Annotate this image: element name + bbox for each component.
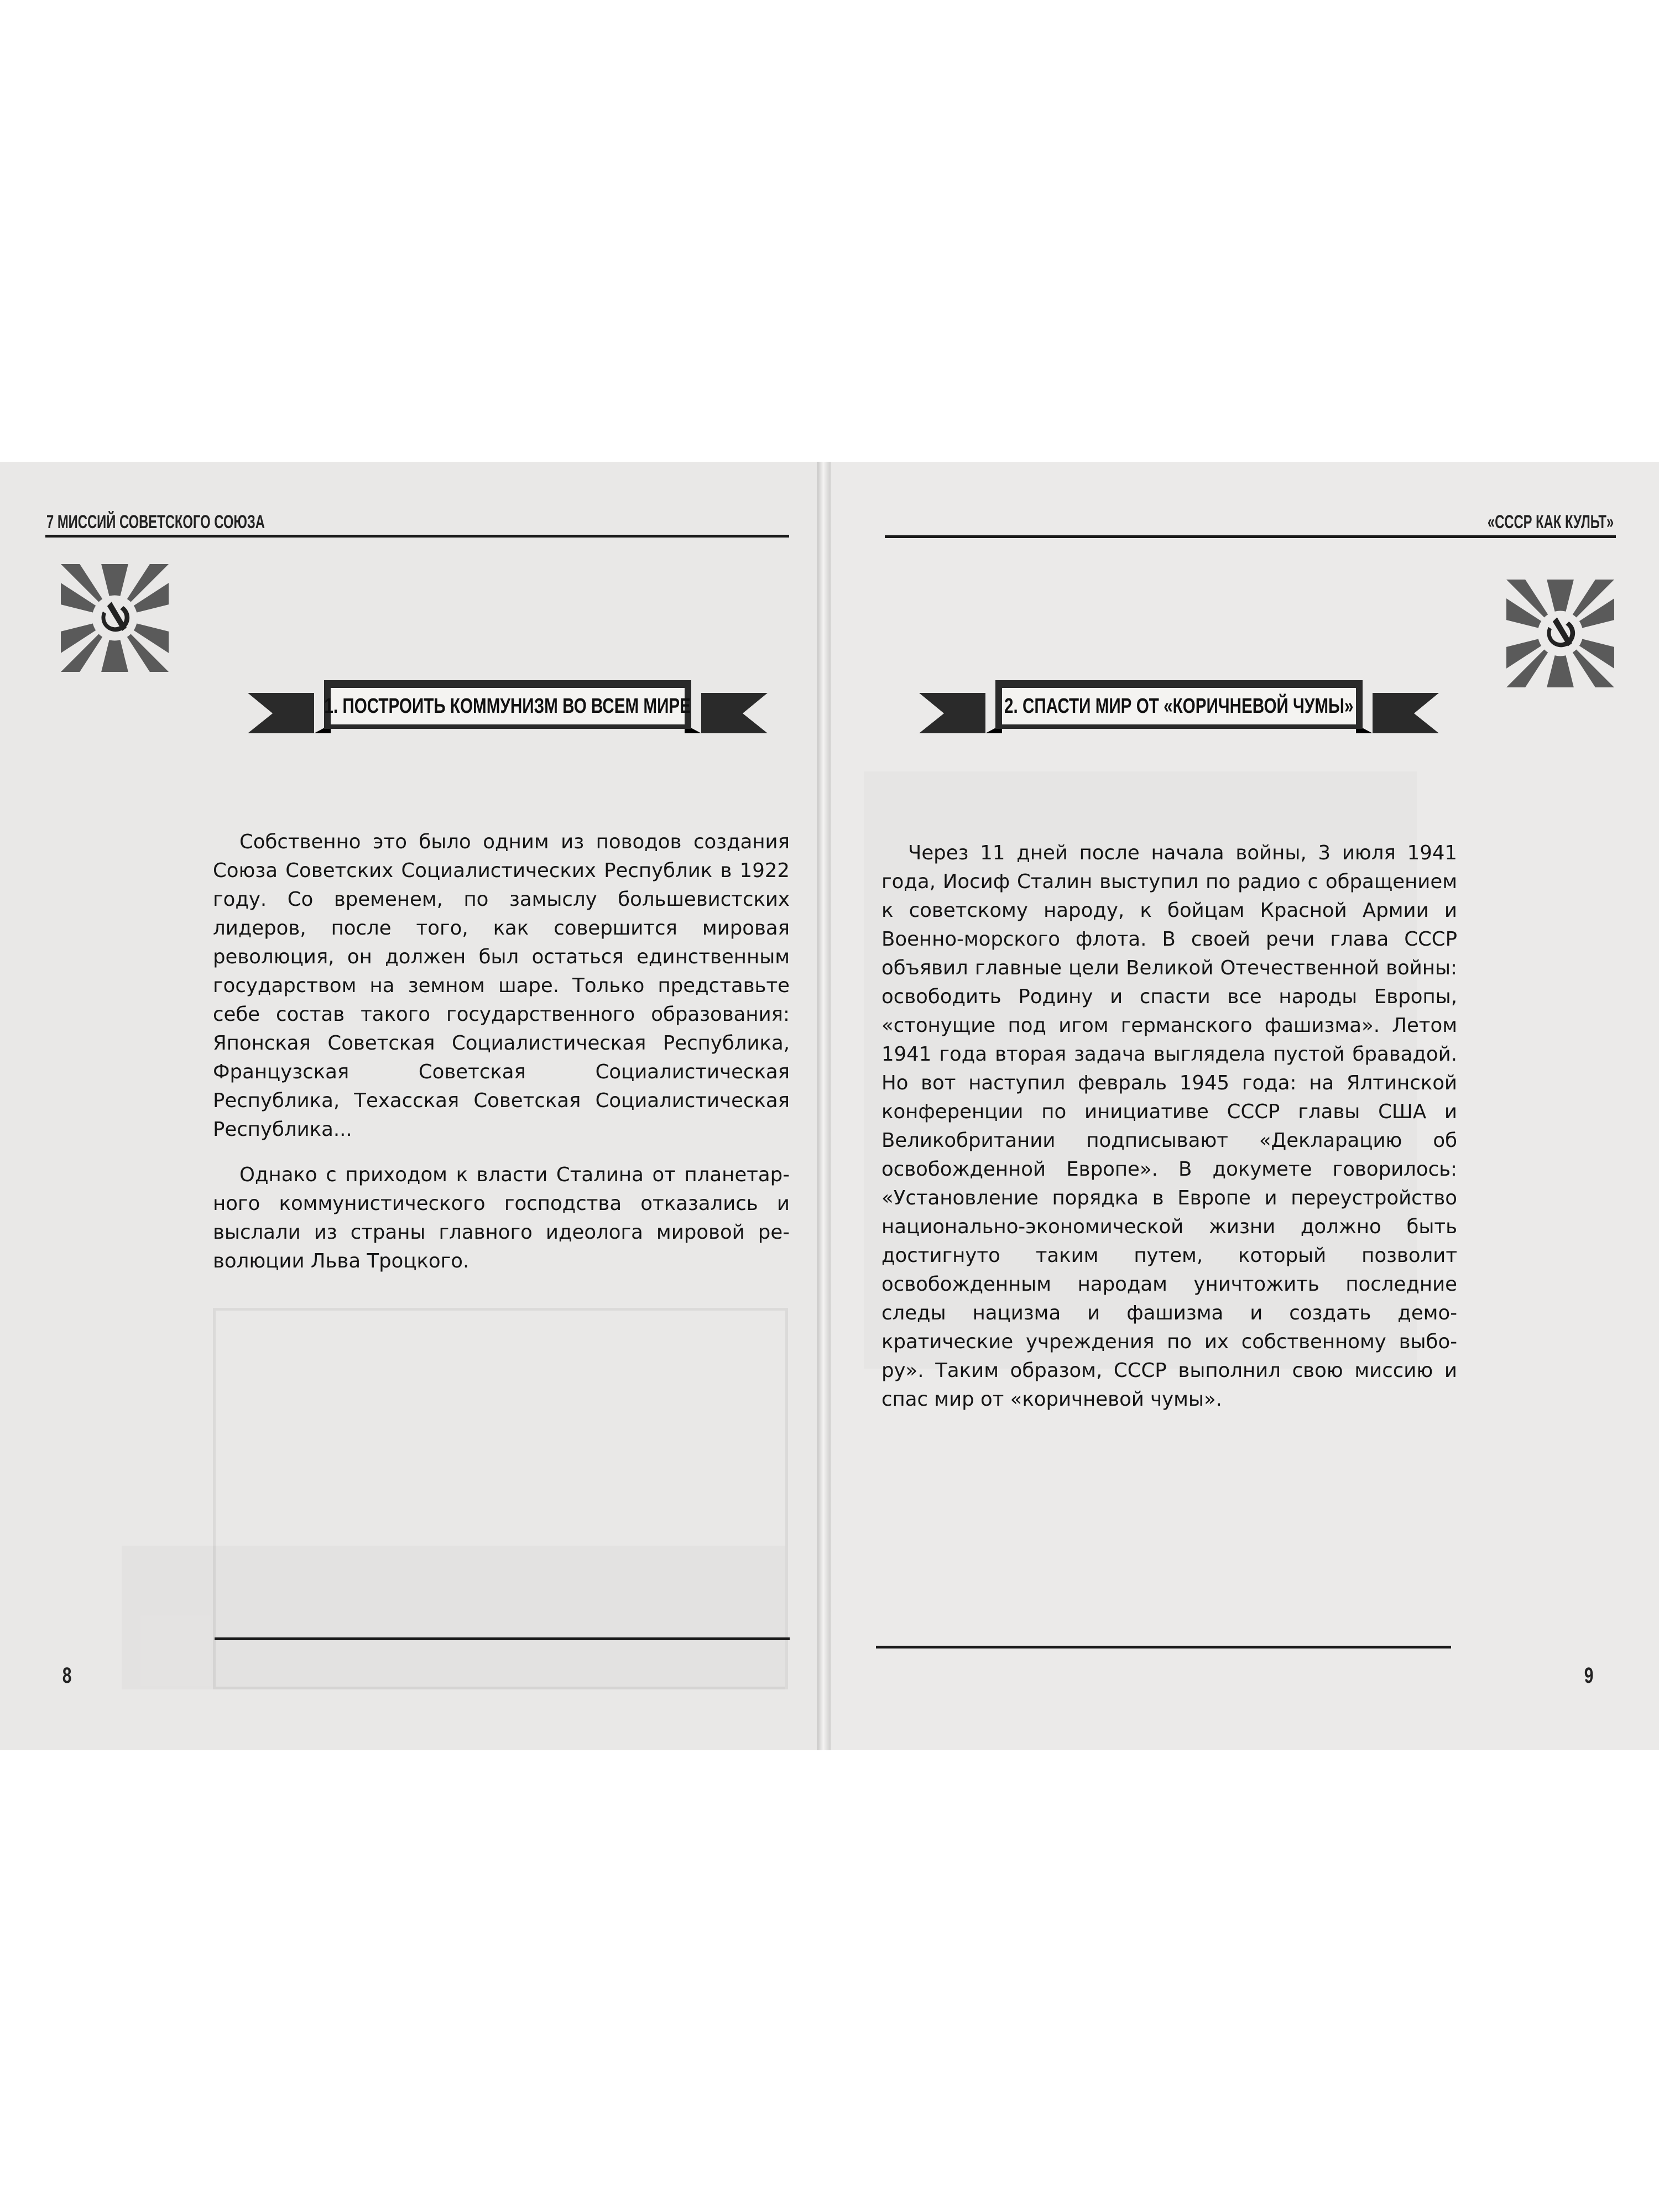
section-heading-ribbon-right <box>919 668 1439 745</box>
hammer-sickle-sunburst-icon <box>61 564 169 672</box>
show-through-band <box>122 1546 785 1689</box>
paragraph: Однако с приходом к власти Сталина от планетарного коммунистического господства отказались и выслали из страны главного идеолога мировой революции Льва Троцкого. <box>213 1164 790 1272</box>
section-heading-right: 2. СПАСТИ МИР ОТ «КОРИЧНЕВОЙ ЧУМЫ» <box>1004 694 1354 718</box>
gutter <box>817 462 831 1750</box>
running-head-left: 7 МИССИЙ СОВЕТСКОГО СОЮЗА <box>46 512 265 533</box>
header-rule-left <box>45 535 789 538</box>
hammer-sickle-sunburst-icon <box>1506 580 1614 687</box>
footer-rule-right <box>876 1646 1451 1648</box>
body-text-left <box>213 828 790 1292</box>
body-text-right <box>881 839 1457 1431</box>
header-rule-right <box>885 535 1616 538</box>
footer-rule-left <box>215 1637 790 1640</box>
running-head-right: «СССР КАК КУЛЬТ» <box>1487 512 1614 533</box>
section-heading-ribbon-left <box>248 668 768 745</box>
page-number-right: 9 <box>1584 1663 1594 1688</box>
section-heading-left: 1. ПОСТРОИТЬ КОММУНИЗМ ВО ВСЕМ МИРЕ <box>324 694 691 718</box>
page-number-left: 8 <box>62 1663 72 1688</box>
paragraph: Собственно это было одним из поводов создания Союза Советских Социалистических Республик в 1922 году. Со временем, по замыслу большевистских лидеров, после того, как совершится мировая революция, он должен был остаться единственным государством на земном шаре. Только представьте себе состав такого государственного образования: Японская Советская Социалистическая Республика, Французская Советская Социалистическая Республика, Техасская Советская Социалистическая Республика... <box>213 831 790 1141</box>
paragraph: Через 11 дней после начала войны, 3 июля 1941 года, Иосиф Сталин выступил по радио с обращением к советскому народу, к бойцам Красной Армии и Военно-морского флота. В своей речи глава СССР объявил главные цели Великой Отечественной войны: освободить Родину и спасти все народы Европы, «стонущие под игом германского фашизма». Летом 1941 года вторая задача выглядела пустой бравадой. Но вот наступил февраль 1945 года: на Ялтинской конференции по инициативе СССР главы США и Великобритании подписывают «Декларацию об освобожденной Европе». В докумете говорилось: «Установление порядка в Европе и переустройство национально-экономической жизни должно быть достигнуто таким путем, который позволит освобожденным народам уничтожить последние следы нацизма и фашизма и создать демократические учреждения по их собственному выбору». Таким образом, СССР выполнил свою миссию и спас мир от «коричневой чумы». <box>881 842 1457 1411</box>
